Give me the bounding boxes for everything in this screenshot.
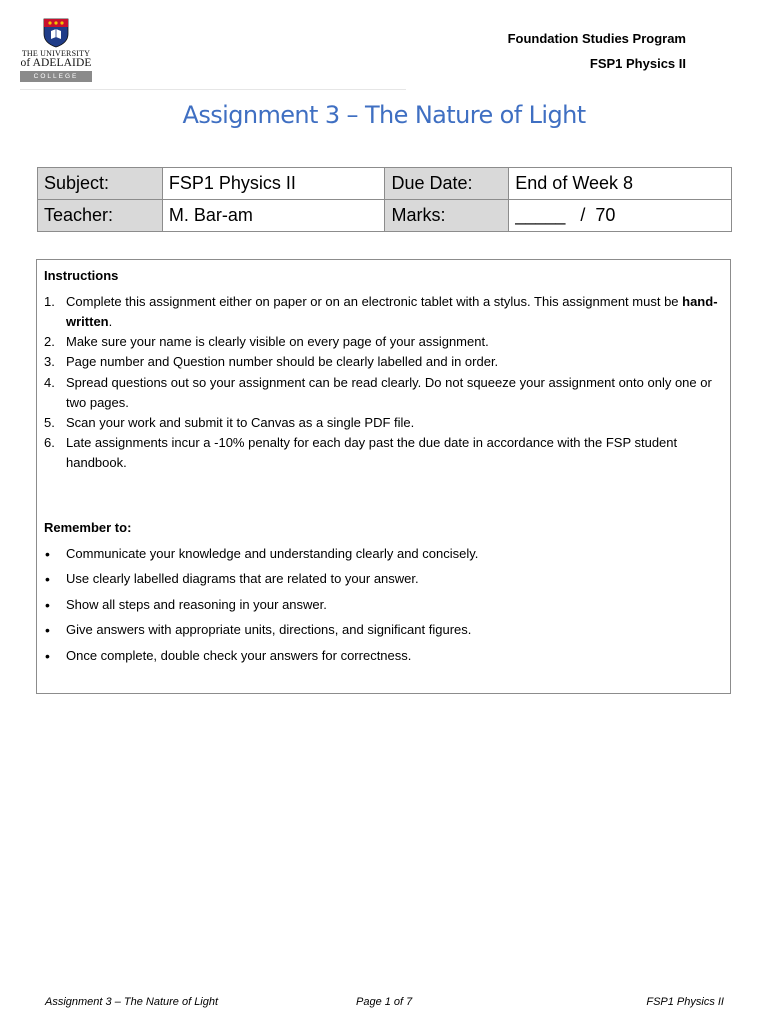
logo-line-university: THE UNIVERSITY [21,49,91,58]
instruction-text: Page number and Question number should be clearly labelled and in order. [66,354,499,369]
crest-icon [43,18,69,48]
instruction-item [44,413,724,433]
bullet-icon: • [45,571,50,587]
bullet-icon: • [45,648,50,664]
instruction-text: Late assignments incur a -10% penalty for each day past the due date in accordance with the FSP student handbook. [66,435,678,470]
instruction-item [44,332,724,352]
instructions-heading: Instructions [44,268,119,283]
instruction-item [44,352,724,372]
bullet-icon: • [45,622,50,638]
instruction-number: 6. [44,435,55,450]
university-logo [20,18,92,84]
remember-heading: Remember to: [44,520,132,535]
instruction-text: Scan your work and submit it to Canvas as a single PDF file. [66,415,415,430]
remember-item [44,595,724,615]
remember-item [44,544,724,564]
instruction-number: 2. [44,334,55,349]
instruction-number: 3. [44,354,55,369]
assignment-details-table [37,167,732,232]
due-date-label: Due Date: [385,168,509,200]
header-program: Foundation Studies Program [507,31,686,46]
header-divider [20,89,406,90]
footer-course: FSP1 Physics II [646,996,724,1008]
instruction-text: . [108,314,113,329]
instruction-number: 1. [44,294,55,309]
marks-label: Marks: [385,200,509,232]
bullet-icon: • [45,597,50,613]
header-course: FSP1 Physics II [589,56,686,71]
marks-value: _____ / 70 [509,200,732,232]
table-row [38,168,732,200]
instruction-text: Spread questions out so your assignment can be read clearly. Do not squeeze your assignment onto only one or two pages. [66,375,712,410]
instruction-number: 4. [44,375,55,390]
instruction-text: either on paper or on an electronic tablet with a stylus. This assignment must be [215,294,683,309]
instruction-bold-word: assignment [149,294,216,309]
remember-text: Show all steps and reasoning in your answer. [66,597,327,612]
remember-item [44,620,724,640]
footer-title: Assignment 3 – The Nature of Light [45,996,219,1008]
subject-label: Subject: [38,168,163,200]
instruction-item [44,292,724,332]
remember-text: Give answers with appropriate units, directions, and significant figures. [66,622,472,637]
instruction-bold-word: hand-written [66,294,718,329]
remember-text: Use clearly labelled diagrams that are related to your answer. [66,571,419,586]
instruction-text: Make sure your name is clearly visible on every page of your assignment. [66,334,489,349]
teacher-label: Teacher: [38,200,163,232]
remember-text: Once complete, double check your answers for correctness. [66,648,412,663]
page-title: Assignment 3 – The Nature of Light [182,101,586,129]
instruction-item [44,433,724,473]
remember-text: Communicate your knowledge and understanding clearly and concisely. [66,546,479,561]
bullet-icon: • [45,546,50,562]
logo-line-adelaide: of ADELAIDE [20,57,92,69]
teacher-value: M. Bar-am [162,200,385,232]
table-row [38,200,732,232]
remember-item [44,569,724,589]
instruction-item [44,373,724,413]
footer-page-number: Page 1 of 7 [356,996,413,1008]
instructions-box [36,259,731,694]
remember-item [44,646,724,666]
instruction-number: 5. [44,415,55,430]
subject-value: FSP1 Physics II [162,168,385,200]
logo-line-college: COLLEGE [20,71,92,82]
due-date-value: End of Week 8 [509,168,732,200]
instruction-text: Complete this [66,294,150,309]
